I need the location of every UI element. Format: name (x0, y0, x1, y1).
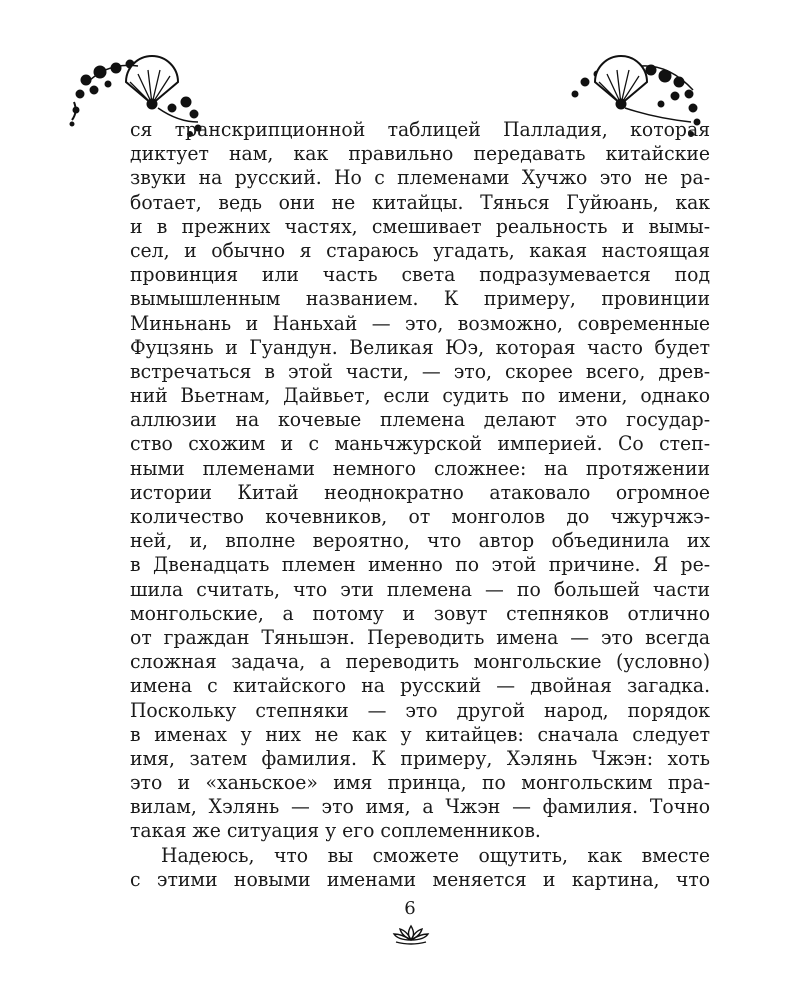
text-line: сложная задача, а переводить монгольские (условно) (130, 650, 711, 674)
text-line: истории Китай неоднократно атаковало огромное (130, 480, 711, 504)
text-line: диктует нам, как правильно передавать китайские (130, 142, 711, 166)
text-line: ство схожим и с маньчжурской империей. Со степ- (130, 432, 711, 456)
text-line: провинция или часть света подразумевается под (130, 263, 711, 287)
text-line: в Двенадцать племен именно по этой причине. Я ре- (130, 553, 711, 577)
text-line: монгольские, а потому и зовут степняков отлично (130, 601, 711, 625)
text-line: вилам, Хэлянь — это имя, а Чжэн — фамилия. Точно (130, 795, 711, 819)
text-line: звуки на русский. Но с племенами Хучжо это не ра- (130, 166, 711, 190)
text-line: вымышленным названием. К примеру, провинции (130, 287, 711, 311)
lotus-icon (392, 922, 430, 946)
text-line: Поскольку степняки — это другой народ, порядок (130, 698, 711, 722)
text-line: такая же ситуация у его соплеменников. (130, 819, 541, 843)
text-line: ся транскрипционной таблицей Палладия, которая (130, 118, 711, 141)
text-line: Надеюсь, что вы сможете ощутить, как вместе (161, 843, 711, 867)
text-line: от граждан Тяньшэн. Переводить имена — это всегда (130, 625, 711, 649)
text-line: шила считать, что эти племена — по большей части (130, 577, 711, 601)
text-line: имена с китайского на русский — двойная загадка. (130, 674, 711, 698)
text-line: ний Вьетнам, Дайвьет, если судить по имени, однако (130, 384, 711, 408)
text-line: ботает, ведь они не китайцы. Тянься Гуйюань, как (130, 190, 711, 214)
text-line: количество кочевников, от монголов до чжурчжэ- (130, 505, 711, 528)
text-line: ными племенами немного сложнее: на протяжении (130, 456, 711, 480)
text-line: Фуцзянь и Гуандун. Великая Юэ, которая часто будет (130, 335, 711, 359)
page-number: 6 (404, 898, 416, 919)
text-line: в именах у них не как у китайцев: сначала следует (130, 722, 711, 746)
text-line: встречаться в этой части, — это, скорее всего, древ- (130, 359, 711, 383)
text-line: имя, затем фамилия. К примеру, Хэлянь Чжэн: хоть (130, 746, 711, 770)
text-line: аллюзии на кочевые племена делают это государ- (130, 408, 711, 432)
text-line: с этими новыми именами меняется и картина, что (130, 867, 711, 891)
text-line: и в прежних частях, смешивает реальность и вымы- (130, 214, 711, 238)
text-line: сел, и обычно я стараюсь угадать, какая настоящая (130, 238, 711, 262)
text-line: ней, и, вполне вероятно, что автор объединила их (130, 529, 711, 553)
body-text (130, 118, 710, 892)
text-line: это и «ханьское» имя принца, по монгольским пра- (130, 771, 711, 795)
text-line: Миньнань и Наньхай — это, возможно, современные (130, 311, 711, 335)
